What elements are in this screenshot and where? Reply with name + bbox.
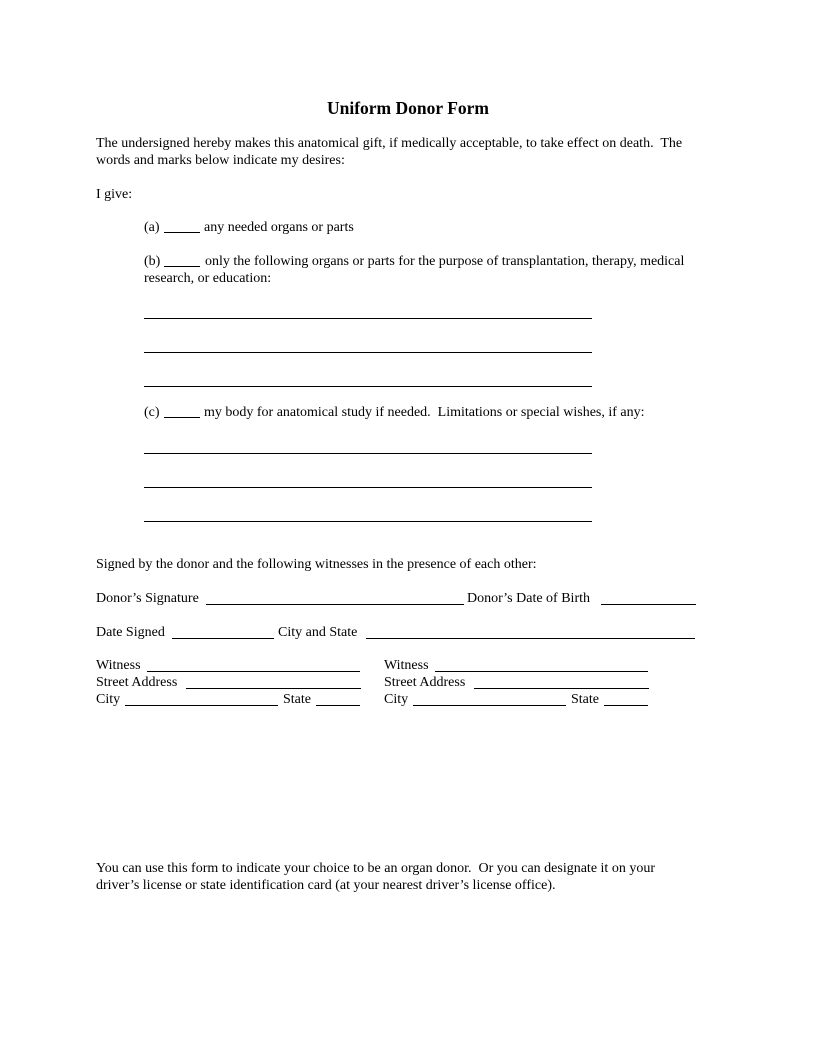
- wishes-line-3[interactable]: [144, 521, 592, 522]
- i-give-label: I give:: [96, 187, 133, 202]
- witness-1-city-field[interactable]: [125, 705, 278, 706]
- witness-2-state-field[interactable]: [604, 705, 648, 706]
- option-b-text-line-1: only the following organs or parts for the purpose of transplantation, therapy, medical: [205, 254, 685, 269]
- form-title: Uniform Donor Form: [326, 98, 489, 118]
- option-b-marker: (b): [144, 254, 161, 269]
- witness-1-field[interactable]: [147, 671, 360, 672]
- option-c-text: my body for anatomical study if needed. Limitations or special wishes, if any:: [204, 405, 645, 420]
- city-state-field[interactable]: [366, 638, 695, 639]
- date-signed-label: Date Signed: [96, 625, 165, 640]
- option-a-marker: (a): [144, 220, 160, 235]
- donor-signature-field[interactable]: [206, 604, 464, 605]
- wishes-line-2[interactable]: [144, 487, 592, 488]
- witness-1-label: Witness: [96, 658, 141, 673]
- option-b-check-blank[interactable]: [164, 266, 200, 267]
- donor-signature-label: Donor’s Signature: [96, 591, 199, 606]
- option-b-text-line-2: research, or education:: [144, 271, 272, 286]
- witness-2-street-label: Street Address: [384, 675, 466, 690]
- witness-1-city-label: City: [96, 692, 121, 707]
- organs-list-line-1[interactable]: [144, 318, 592, 319]
- witness-1-street-label: Street Address: [96, 675, 178, 690]
- option-a-text: any needed organs or parts: [204, 220, 354, 235]
- intro-line-2: words and marks below indicate my desires:: [96, 153, 345, 168]
- footer-note-line-1: You can use this form to indicate your choice to be an organ donor. Or you can designate it on your: [96, 861, 655, 876]
- witness-2-city-field[interactable]: [413, 705, 566, 706]
- witness-2-field[interactable]: [435, 671, 648, 672]
- witness-1-street-field[interactable]: [186, 688, 361, 689]
- organs-list-line-3[interactable]: [144, 386, 592, 387]
- witness-2-label: Witness: [384, 658, 429, 673]
- organs-list-line-2[interactable]: [144, 352, 592, 353]
- option-a-check-blank[interactable]: [164, 232, 200, 233]
- option-c-check-blank[interactable]: [164, 417, 200, 418]
- witness-1-state-field[interactable]: [316, 705, 360, 706]
- witness-2-street-field[interactable]: [474, 688, 649, 689]
- witness-1-state-label: State: [283, 692, 311, 707]
- footer-note-line-2: driver’s license or state identification card (at your nearest driver’s license office).: [96, 878, 556, 893]
- witness-2-city-label: City: [384, 692, 409, 707]
- date-signed-field[interactable]: [172, 638, 274, 639]
- option-c-marker: (c): [144, 405, 160, 420]
- donor-dob-label: Donor’s Date of Birth: [467, 591, 590, 606]
- witness-2-state-label: State: [571, 692, 599, 707]
- intro-line-1: The undersigned hereby makes this anatomical gift, if medically acceptable, to take effect on death. The: [96, 136, 683, 151]
- wishes-line-1[interactable]: [144, 453, 592, 454]
- donor-dob-field[interactable]: [601, 604, 696, 605]
- city-state-label: City and State: [278, 625, 358, 640]
- signed-statement: Signed by the donor and the following witnesses in the presence of each other:: [96, 557, 537, 572]
